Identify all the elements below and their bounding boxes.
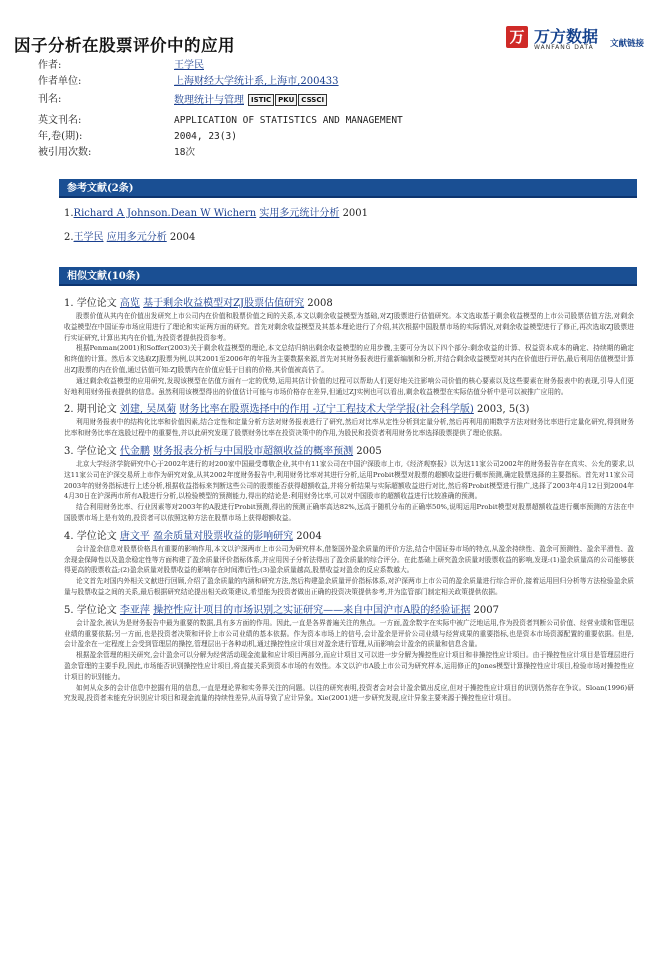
meta-value[interactable]: 数理统计与管理 [174, 95, 244, 106]
article-type: 1. 学位论文 [64, 298, 117, 309]
meta-row [38, 58, 638, 74]
article-abstract: 股票价值从其内在价值出发研究上市公司内在价值和股票价值之间的关系,本文以剩余收益模型为基础,对ZJ股票进行估值研究。本文选取基于剩余收益模型的上市公司股票估值方法,对剩余收益模型在中国证券市场应用进行了理论和实证两方面的研究。首先对剩余收益模型及其基本理论进行了介绍,其次根据中国股票市场的实际情况,对剩余收益模型进行了修正,再次选取ZJ股票进行实证研究,计算出其内在价值,为投资者提供投资参考。 [64, 312, 634, 342]
meta-value-wrap [174, 58, 204, 74]
similar-articles-heading: 相似文献(10条) [59, 267, 637, 286]
meta-value-wrap [174, 129, 237, 145]
article-type: 5. 学位论文 [64, 604, 117, 616]
article-abstract: 利用财务报表中的结构化比率和价值因素,结合定性和定量分析方法对财务报表进行了研究,然后对比率从定性分析到定量分析,然后再利用前期数学方法对财务比率进行定量化研究,得到财务比率和财务比率在选股过程中的重要性,并以此研究发现了股票财务比率在投资决策中的作用,为股民和投资者利用财务比率选择股票提供了理论依据。 [64, 418, 634, 438]
meta-row [38, 74, 638, 90]
article-authors[interactable]: 李亚萍 [119, 604, 150, 616]
index-badges [248, 92, 328, 108]
badge-istic[interactable]: ISTIC [248, 94, 274, 106]
meta-value: APPLICATION OF STATISTICS AND MANAGEMENT [174, 115, 403, 126]
meta-value[interactable]: 上海财经大学统计系,上海市,200433 [174, 76, 339, 87]
article-abstract: 会计盈余信息对股票价格具有重要的影响作用,本文以沪深两市上市公司为研究样本,借鉴国外盈余质量的评价方法,结合中国证券市场的特点,从盈余持续性、盈余可预测性、盈余平滑性、盈余现金保障性以及盈余稳定性等方面构建了盈余质量评价指标体系,并应用因子分析法得出了盈余质量的综合评分。在此基础上研究盈余质量对股票收益的影响,发现:(1)盈余质量高的公司能够获得更高的股票收益;(2)盈余质量对股票收益的影响存在时间滞后性;(3)盈余质量越高,股票收益对盈余的反应系数越大。 [64, 544, 634, 575]
meta-key: 作者: [38, 60, 62, 71]
spacer [64, 598, 634, 602]
literature-link-label[interactable]: 文献链接 [610, 39, 645, 49]
article-title[interactable]: 操控性应计项目的市场识别之实证研究——来自中国沪市A股的经验证据 [153, 604, 471, 616]
reference-title[interactable]: 应用多元分析 [106, 232, 167, 243]
logo-name: 万方数据 [534, 27, 599, 46]
similar-article [64, 445, 634, 528]
similar-article-head [64, 297, 634, 311]
article-authors[interactable]: 刘建, 吴凤菊 [119, 404, 177, 416]
meta-key: 作者单位: [38, 76, 82, 87]
article-year: 2007 [473, 604, 499, 616]
spacer [64, 524, 634, 528]
meta-row [38, 145, 638, 161]
meta-row [38, 92, 638, 108]
reference-item [64, 231, 634, 255]
article-title[interactable]: 盈余质量对股票收益的影响研究 [153, 530, 294, 542]
article-year: 2008 [307, 298, 333, 309]
meta-key: 年,卷(期): [38, 131, 83, 142]
meta-value-wrap [174, 92, 328, 109]
article-abstract: 通过剩余收益模型的应用研究,发现该模型在估值方面有一定的优势,运用其估计价值的过程可以帮助人们更好地关注影响公司价值的核心要素以及这些要素在财务报表中的表现,引导人们更好地利用财务报表提供的信息。虽然利用该模型得出的价值估计可能与市场价格存在差异,但通过ZJ实例也可以看出,剩余收益模型在实际估值分析中是可以被推广应用的。 [64, 376, 634, 396]
spacer [64, 704, 634, 708]
reference-authors[interactable]: Richard A Johnson.Dean W Wichern [73, 208, 257, 219]
similar-article [64, 403, 634, 443]
badge-cssci[interactable]: CSSCI [298, 94, 327, 106]
spacer [64, 439, 634, 443]
article-type: 3. 学位论文 [64, 445, 117, 457]
meta-key: 被引用次数: [38, 147, 92, 158]
article-year: 2004 [296, 530, 322, 542]
similar-article-head [64, 403, 634, 417]
spacer [64, 397, 634, 401]
article-type: 4. 学位论文 [64, 530, 117, 542]
meta-row [38, 129, 638, 145]
article-abstract: 北京大学经济学院研究中心于2002年进行的对200家中国最受尊敬企业,其中有11家公司在中国沪深股市上市,《经济观察报》以为这11家公司2002年的财务报告存在真实、公允的要求,以这11家公司在沪深交易所上市作为研究对象,从其2002年度财务报告中,利用财务比率对其进行分析,运用Probit模型对股票的超额收益进行概率预测,确定股票选择的主要指标。首先对11家公司2003年的财务指标进行上述分析,根据收益指标来判断这些公司的股票能否获得超额收益,并将分析结果与实际超额收益进行对比,然后将Probit模型进行推广,选择了2003年4月12日到2004年4月30日在沪深两市所有A股进行分析,以检验模型的预测能力,得出的结论是:利用财务比率,可以对中国股市的超额收益进行比较准确的预测。 [64, 459, 634, 501]
similar-article-head [64, 530, 634, 544]
article-abstract: 根据Penman(2001)和Soffer(2003)关于剩余收益模型的理论,本文总结归纳出剩余收益模型的应用步骤,主要可分为以下四个部分:剩余收益的计算、权益资本成本的确定、持续期的确定和终值的计算。然后本文选取ZJ股票为例,以其2001至2006年的年报为主要数据来源,首先对其财务报表进行重新编制和分析,并结合剩余收益模型对其内在价值进行评估,最后利用估值模型计算出ZJ股票的内在价值,通过估值可知:ZJ股票内在价值应低于目前的价格,其价值被高估了。 [64, 344, 634, 374]
similar-article [64, 530, 634, 602]
page-header [14, 0, 656, 60]
meta-value: 18次 [174, 147, 195, 158]
wanfang-logo-icon: 万 [506, 26, 528, 48]
similar-articles-list [64, 295, 634, 708]
article-title[interactable]: 财务比率在股票选择中的作用 -辽宁工程技术大学学报(社会科学版) [179, 404, 474, 416]
similar-article-head [64, 604, 634, 618]
meta-key: 刊名: [38, 94, 62, 105]
reference-year: 2004 [169, 232, 196, 243]
reference-number: 2. [64, 232, 74, 243]
article-abstract: 结合利用财务比率、行业因素等对2003年的A股进行Probit预测,得出的预测正确率高达82%,远高于随机分布的正确率50%,说明运用Probit模型对股票超额收益进行概率预测的方法在中国股票市场上是有效的,投资者可以依照这种方法在股票市场上获得超额收益。 [64, 503, 634, 522]
article-title[interactable]: 财务报表分析与中国股市超额收益的概率预测 [153, 445, 354, 457]
article-abstract: 根据盈余管理的相关研究,会计盈余可以分解为经营活动现金流量和应计项目两部分,而应计项目又可以进一步分解为操控性应计项目和非操控性应计项目。由于操控性应计项目是管理层进行盈余管理的主要手段,因此,市场能否识别操控性应计项目,将直接关系到资本市场的有效性。本文以沪市A股上市公司为研究样本,运用修正的Jones模型计算操控性应计项目,检验市场对操控性应计项目的识别能力。 [64, 651, 634, 681]
article-authors[interactable]: 高览 [119, 298, 140, 309]
reference-authors[interactable]: 王学民 [73, 232, 104, 243]
references-list [64, 207, 634, 255]
meta-value-wrap [174, 113, 403, 129]
article-abstract: 会计盈余,被认为是财务报告中最为重要的数据,具有多方面的作用。因此,一直是各界普遍关注的焦点。一方面,盈余数字在实际中被广泛地运用,作为投资者判断公司价值、经营业绩和管理层业绩的重要依据;另一方面,也是投资者决策和评价上市公司业绩的基本依据。作为资本市场上的信号,会计盈余是评价公司业绩与经营成果的重要指标,也是资本市场资源配置的重要依据。但是,会计盈余在一定程度上会受到管理层的操控,管理层出于各种动机,通过操控性应计项目对盈余进行管理,从而影响会计盈余的质量和信息含量。 [64, 618, 634, 649]
references-heading: 参考文献(2条) [59, 179, 637, 198]
similar-article [64, 604, 634, 708]
article-abstract: 论文首先对国内外相关文献进行回顾,介绍了盈余质量的内涵和研究方法,然后构建盈余质量评价指标体系,对沪深两市上市公司的盈余质量进行综合评价,接着运用回归分析等方法检验盈余质量与股票收益之间的关系,最后根据研究结论提出相关政策建议,希望能为投资者做出正确的投资决策提供参考,并为监管部门制定相关政策提供依据。 [64, 577, 634, 596]
meta-key: 英文刊名: [38, 115, 82, 126]
wanfang-logo[interactable] [506, 24, 656, 60]
page-title: 因子分析在股票评价中的应用 [14, 36, 235, 55]
meta-row [38, 113, 638, 129]
meta-value: 2004, 23(3) [174, 131, 237, 142]
similar-article-head [64, 445, 634, 459]
article-title[interactable]: 基于剩余收益模型对ZJ股票估值研究 [143, 298, 305, 309]
article-year: 2003, 5(3) [477, 404, 530, 416]
article-type: 2. 期刊论文 [64, 404, 117, 416]
article-authors[interactable]: 唐文平 [119, 530, 150, 542]
reference-year: 2001 [342, 208, 369, 219]
article-abstract: 如何从众多的会计信息中挖掘有用的信息,一直是理论界和实务界关注的问题。以往的研究表明,投资者会对会计盈余做出反应,但对于操控性应计项目的识别仍然存在争议。Sloan(1996)研究发现,投资者未能充分识别应计项目和现金流量的持续性差异,从而导致了应计异象。Xie(2001)进一步研究发现,应计异象主要来源于操控性应计项目。 [64, 683, 634, 703]
article-metadata [38, 58, 638, 161]
reference-number: 1. [64, 208, 74, 219]
reference-title[interactable]: 实用多元统计分析 [259, 208, 340, 219]
meta-value-wrap [174, 145, 195, 161]
article-authors[interactable]: 代金鹏 [119, 445, 150, 457]
reference-item [64, 207, 634, 231]
badge-pku[interactable]: PKU [275, 94, 297, 106]
meta-value[interactable]: 王学民 [174, 60, 204, 71]
similar-article [64, 297, 634, 401]
meta-value-wrap [174, 74, 339, 90]
article-year: 2005 [356, 445, 382, 457]
logo-subtitle: WANFANG DATA [534, 44, 594, 51]
